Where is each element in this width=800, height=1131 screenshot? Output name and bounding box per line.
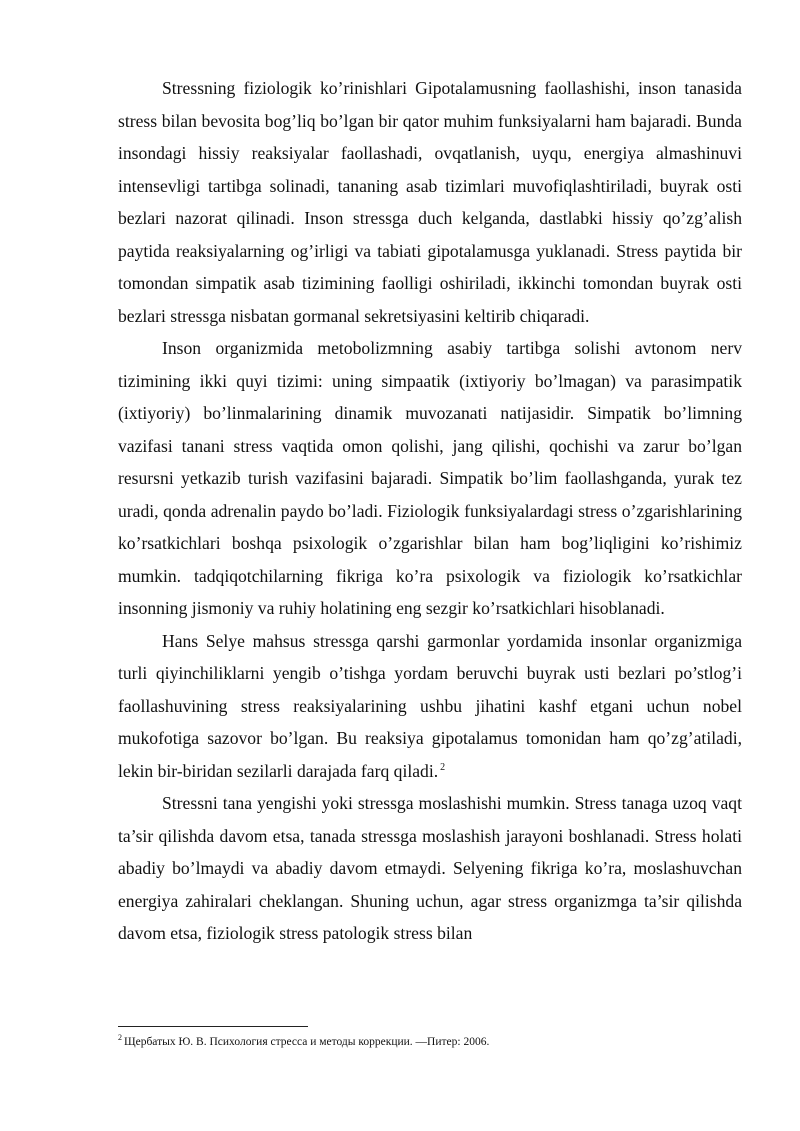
paragraph-3 — [118, 625, 742, 788]
footnote-separator — [118, 1026, 308, 1027]
footnote-number: 2 — [118, 1033, 122, 1043]
footnote-text: Щербатых Ю. В. Психология стресса и методы коррекции. —Питер: 2006. — [124, 1036, 490, 1048]
footnote-reference[interactable]: 2 — [440, 761, 446, 773]
paragraph-4: Stressni tana yengishi yoki stressga moslashishi mumkin. Stress tanaga uzoq vaqt ta’sir qilishda davom etsa, tanada stressga moslashish jarayoni boshlanadi. Stress holati abadiy bo’lmaydi va abadiy davom etmaydi. Selyening fikriga ko’ra, moslashuvchan energiya zahiralari cheklangan. Shuning uchun, agar stress organizmga ta’sir qilishda davom etsa, fiziologik stress patologik stress bilan — [118, 793, 742, 943]
footnote — [118, 1035, 742, 1049]
paragraph-2: Inson organizmida metobolizmning asabiy tartibga solishi avtonom nerv tizimining ikki quyi tizimi: uning simpaatik (ixtiyoriy bo’lmagan) va parasimpatik (ixtiyoriy) bo’linmalarining dinamik muvozanati natijasidir. Simpatik bo’limning vazifasi tanani stress vaqtida omon qolishi, jang qilishi, qochishi va zarur bo’lgan resursni yetkazib turish vazifasini bajaradi. Simpatik bo’lim faollashganda, yurak tez uradi, qonda adrenalin paydo bo’ladi. Fiziologik funksiyalardagi stress o’zgarishlarining ko’rsatkichlari boshqa psixologik o’zgarishlar bilan ham bog’liqligini ko’rishimiz mumkin. tadqiqotchilarning fikriga ko’ra psixologik va fiziologik ko’rsatkichlar insonning jismoniy va ruhiy holatining eng sezgir ko’rsatkichlari hisoblanadi. — [118, 338, 742, 618]
paragraph-3-text: Hans Selye mahsus stressga qarshi garmonlar yordamida insonlar organizmiga turli qiyinchiliklarni yengib o’tishga yordam beruvchi buyrak usti bezlari po’stlog’i faollashuvining stress reaksiyalarining ushbu jihatini kashf etgani uchun nobel mukofotiga sazovor bo’lgan. Bu reaksiya gipotalamus tomonidan ham qo’zg’atiladi, lekin bir-biridan sezilarli darajada farq qiladi. — [118, 630, 742, 781]
paragraph-1: Stressning fiziologik ko’rinishlari Gipotalamusning faollashishi, inson tanasida stress bilan bevosita bog’liq bo’lgan bir qator muhim funksiyalarni ham bajaradi. Bunda insondagi hissiy reaksiyalar faollashadi, ovqatlanish, uyqu, energiya almashinuvi intensevligi tartibga solinadi, tananing asab tizimlari muvofiqlashtiriladi, buyrak osti bezlari nazorat qilinadi. Inson stressga duch kelganda, dastlabki hissiy qo’zg’alish paytida reaksiyalarning og’irligi va tabiati gipotalamusga yuklanadi. Stress paytida bir tomondan simpatik asab tizimining faolligi oshiriladi, ikkinchi tomondan buyrak osti bezlari stressga nisbatan gormanal sekretsiyasini keltirib chiqaradi. — [118, 78, 742, 326]
document-body — [118, 72, 742, 950]
